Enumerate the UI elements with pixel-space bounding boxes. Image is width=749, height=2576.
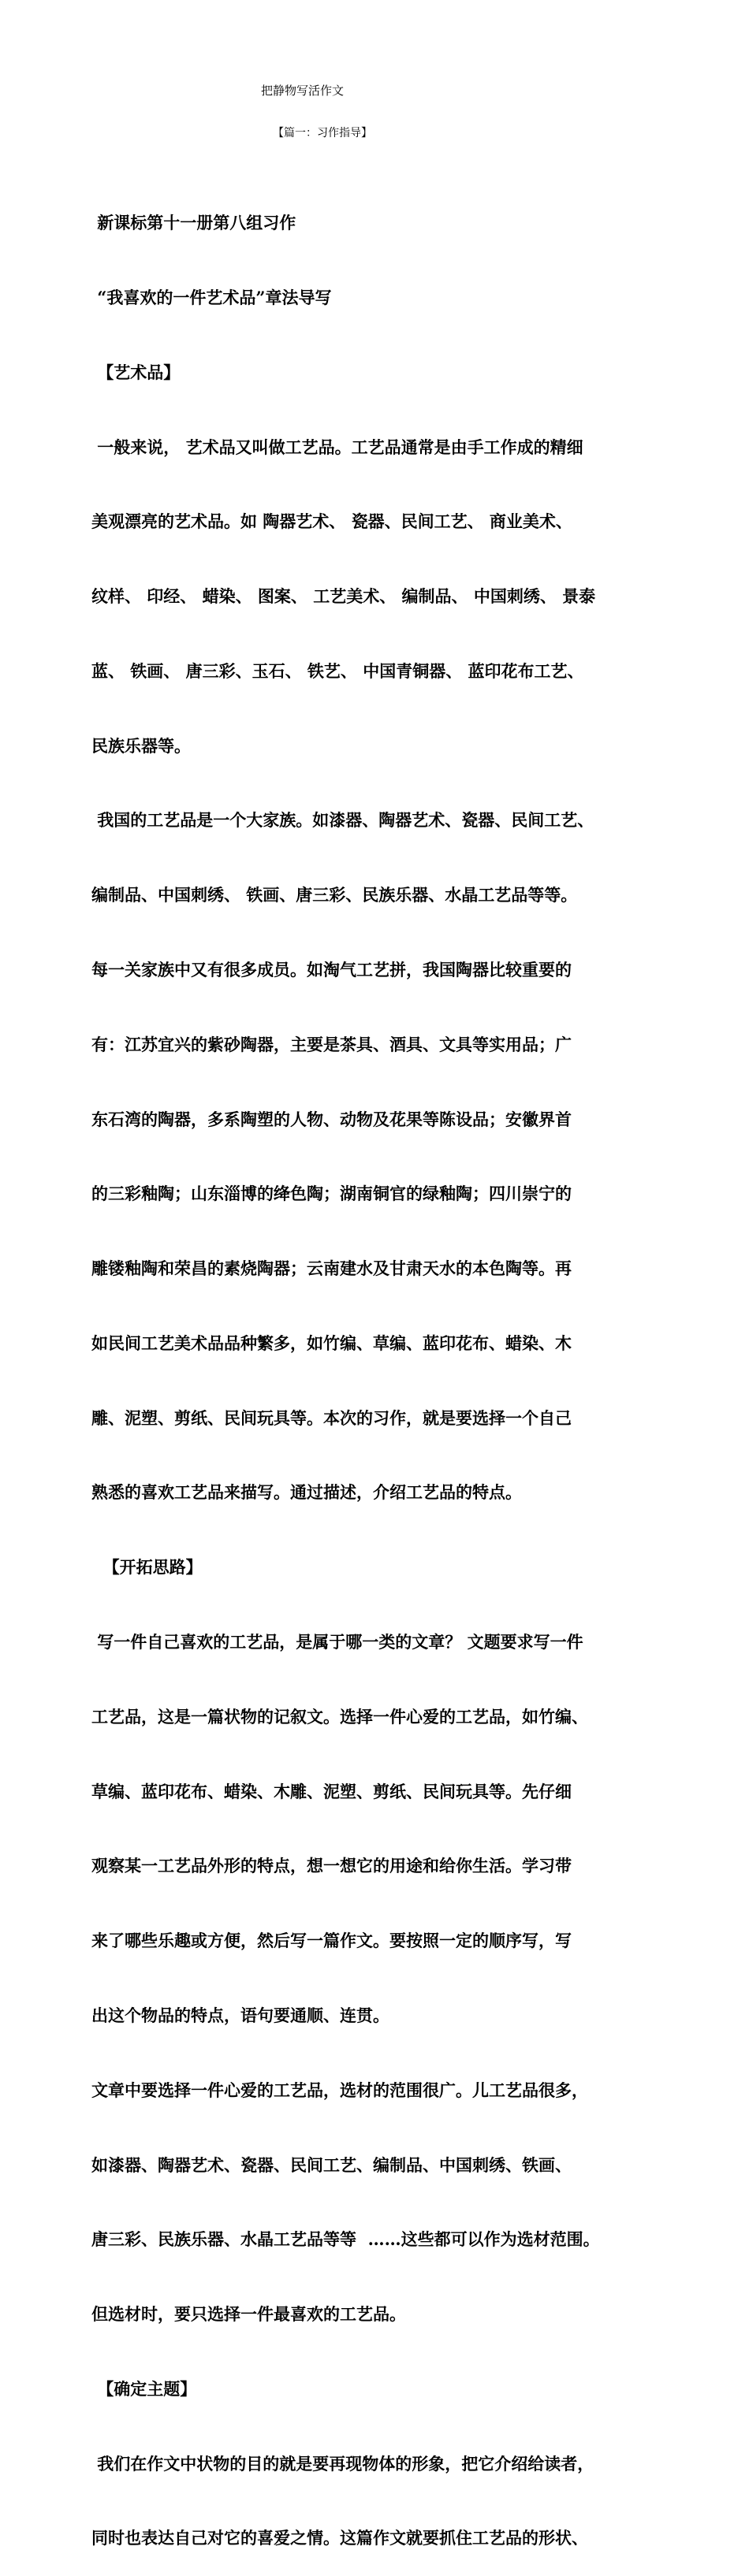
body-line: 来了哪些乐趣或方便，然后写一篇作文。要按照一定的顺序写，写 <box>91 1931 572 1951</box>
body-line: 但选材时，要只选择一件最喜欢的工艺品。 <box>91 2304 406 2325</box>
body-line: 草编、蓝印花布、蜡染、木雕、泥塑、剪纸、民间玩具等。先仔细 <box>91 1781 572 1801</box>
body-line: 如漆器、陶器艺术、瓷器、民间工艺、编制品、中国刺绣、铁画、 <box>91 2154 572 2175</box>
body-line: 纹样、 印经、 蜡染、 图案、 工艺美术、 编制品、 中国刺绣、 景泰 <box>91 586 596 607</box>
body-line: 文章中要选择一件心爱的工艺品，选材的范围很广。儿工艺品很多， <box>91 2080 588 2100</box>
body-line: 雕镂釉陶和荣昌的素烧陶器；云南建水及甘肃天水的本色陶等。再 <box>91 1258 572 1279</box>
body-line: “我喜欢的一件艺术品”章法导写 <box>91 287 332 307</box>
page-title: 把静物写活作文 <box>261 84 345 98</box>
body-line: 观察某一工艺品外形的特点，想一想它的用途和给你生活。学习带 <box>91 1856 572 1876</box>
body-line: 有：江苏宜兴的紫砂陶器，主要是茶具、酒具、文具等实用品；广 <box>91 1034 572 1054</box>
body-line: 出这个物品的特点，语句要通顺、连贯。 <box>91 2005 389 2025</box>
body-line: 【确定主题】 <box>91 2378 197 2399</box>
body-line: 如民间工艺美术品品种繁多，如竹编、草编、蓝印花布、蜡染、木 <box>91 1333 572 1353</box>
body-line: 美观漂亮的艺术品。如 陶器艺术、 瓷器、民间工艺、 商业美术、 <box>91 511 572 532</box>
body-line: 新课标第十一册第八组习作 <box>91 213 296 233</box>
body-line: 每一关家族中又有很多成员。如淘气工艺拼，我国陶器比较重要的 <box>91 960 572 979</box>
body-line: 民族乐器等。 <box>91 735 191 756</box>
body-line: 工艺品，这是一篇状物的记叙文。选择一件心爱的工艺品，如竹编、 <box>91 1706 588 1727</box>
document-body <box>91 161 691 2576</box>
body-line: 东石湾的陶器，多系陶塑的人物、动物及花果等陈设品；安徽界首 <box>91 1109 572 1129</box>
subtitle: 【篇一：习作指导】 <box>273 127 372 139</box>
body-line: 一般来说， 艺术品又叫做工艺品。工艺品通常是由手工作成的精细 <box>91 437 583 457</box>
body-line: 唐三彩、民族乐器、水晶工艺品等等 ……这些都可以作为选材范围。 <box>91 2229 600 2250</box>
body-line: 我们在作文中状物的目的就是要再现物体的形象，把它介绍给读者， <box>91 2453 594 2474</box>
body-line: 写一件自己喜欢的工艺品，是属于哪一类的文章？ 文题要求写一件 <box>91 1632 583 1652</box>
body-line: 【开拓思路】 <box>91 1557 203 1578</box>
body-line: 雕、泥塑、剪纸、民间玩具等。本次的习作，就是要选择一个自己 <box>91 1407 572 1428</box>
body-line: 蓝、 铁画、 唐三彩、玉石、 铁艺、 中国青铜器、 蓝印花布工艺、 <box>91 660 584 681</box>
body-line: 的三彩釉陶；山东淄博的绛色陶；湖南铜官的绿釉陶；四川崇宁的 <box>91 1184 572 1204</box>
body-line: 我国的工艺品是一个大家族。如漆器、陶器艺术、瓷器、民间工艺、 <box>91 810 594 831</box>
body-line: 编制品、中国刺绣、 铁画、唐三彩、民族乐器、水晶工艺品等等。 <box>91 885 578 905</box>
body-line: 同时也表达自己对它的喜爱之情。这篇作文就要抓住工艺品的形状、 <box>91 2528 588 2548</box>
body-line: 熟悉的喜欢工艺品来描写。通过描述，介绍工艺品的特点。 <box>91 1482 522 1503</box>
body-line: 【艺术品】 <box>91 362 181 382</box>
